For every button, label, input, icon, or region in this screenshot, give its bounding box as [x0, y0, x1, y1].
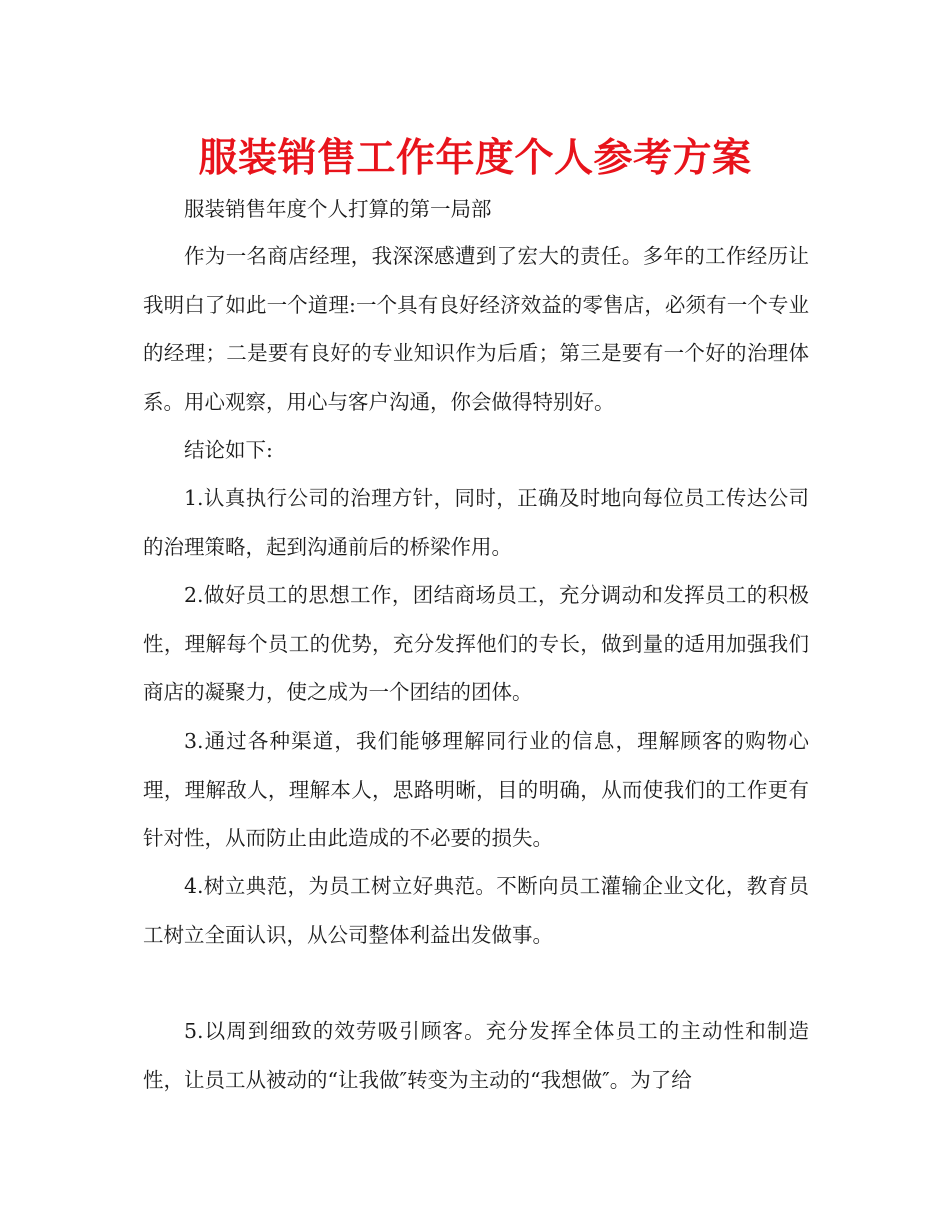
document-subtitle: 服装销售年度个人打算的第一局部 — [184, 197, 492, 221]
intro-paragraph: 作为一名商店经理，我深深感遭到了宏大的责任。多年的工作经历让我明白了如此一个道理:一个具有良好经济效益的零售店，必须有一个专业的经理；二是要有良好的专业知识作为后盾；第三是要有一个好的治理体系。用心观察，用心与客户沟通，你会做得特别好。 — [143, 244, 809, 414]
list-item: 3.通过各种渠道，我们能够理解同行业的信息，理解顾客的购物心理，理解敌人，理解本人，思路明晰，目的明确，从而使我们的工作更有针对性，从而防止由此造成的不必要的损失。 — [143, 729, 809, 850]
list-item: 4.树立典范，为员工树立好典范。不断向员工灌输企业文化，教育员工树立全面认识，从公司整体利益出发做事。 — [143, 874, 809, 947]
document-title: 服装销售工作年度个人参考方案 — [198, 135, 752, 181]
list-item: 2.做好员工的思想工作，团结商场员工，充分调动和发挥员工的积极性，理解每个员工的优势，充分发挥他们的专长，做到量的适用加强我们商店的凝聚力，使之成为一个团结的团体。 — [143, 583, 809, 704]
list-item: 1.认真执行公司的治理方针，同时，正确及时地向每位员工传达公司的治理策略，起到沟通前后的桥梁作用。 — [143, 486, 809, 559]
list-item: 5.以周到细致的效劳吸引顾客。充分发挥全体员工的主动性和制造性，让员工从被动的“让我做″转变为主动的“我想做″。为了给 — [143, 1019, 809, 1092]
conclusion-label: 结论如下: — [184, 438, 273, 462]
